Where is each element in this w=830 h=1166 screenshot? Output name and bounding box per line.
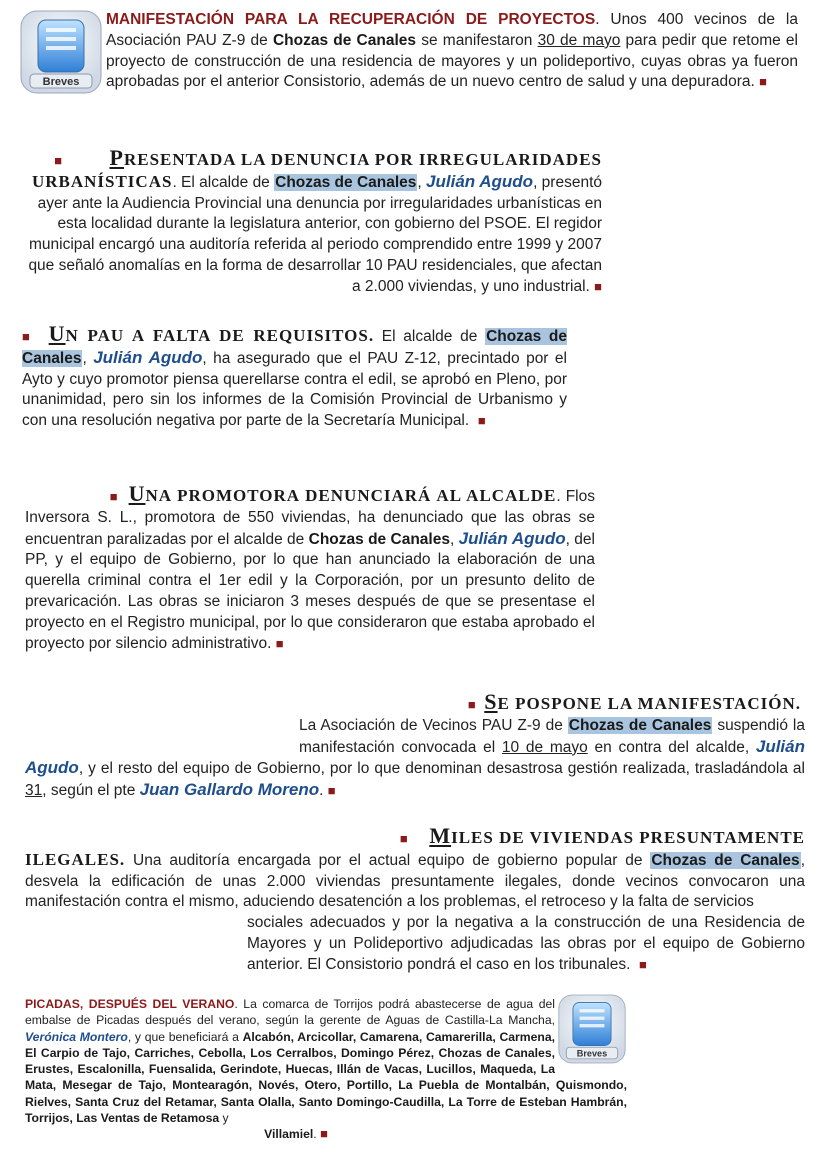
article-denuncia: ■ PRESENTADA LA DENUNCIA POR IRREGULARIDADES URBANÍSTICAS. El alcalde de Chozas de Canales, Julián Agudo, presentó ayer ante la Audiencia Provincial una denuncia por irregularidades urbanísticas en esta localidad durante la legislatura anterior, con gobierno del PSOE. El regidor municipal encargó una auditoría referida al periodo comprendido entre 1999 y 2007 que señaló anomalías en la forma de desarrollar 10 PAU residenciales, que afectan a 2.000 viviendas, y uno industrial. ■ (28, 145, 602, 295)
article-pau: ■ UN PAU A FALTA DE REQUISITOS. El alcalde de Chozas de Canales, Julián Agudo, ha asegurado que el PAU Z-12, precintado por el Ayto y cuyo promotor piensa querellarse contra el edil, se aprobó en Pleno, por unanimidad, pero sin los informes de la Comisión Provincial de Urbanismo y con una resolución negativa por parte de la Secretaría Municipal. ■ (22, 321, 567, 430)
article-pospone: ■ SE POSPONE LA MANIFESTACIÓN. La Asociación de Vecinos PAU Z-9 de Chozas de Canales suspendió la manifestación convocada el 10 de mayo en contra del alcalde, Julián Agudo, y el resto del equipo de Gobierno, por lo que denominan desastrosa gestión realizada, trasladándola al 31, según el pte Juan Gallardo Moreno. ■ (25, 689, 806, 800)
article-manifestacion: MANIFESTACIÓN PARA LA RECUPERACIÓN DE PROYECTOS. Unos 400 vecinos de la Asociación PAU Z-9 de Chozas de Canales se manifestaron 30 de mayo para pedir que retome el proyecto de construcción de una residencia de mayores y un polideportivo, cuyas obras ya fueron aprobadas por el anterior Consistorio, además de un nuevo centro de salud y una depuradora. ■ (106, 11, 798, 91)
end-bullet: ■ (594, 278, 602, 294)
end-bullet: ■ (477, 413, 486, 429)
article-title: MANIFESTACIÓN PARA LA RECUPERACIÓN DE PROYECTOS (106, 11, 596, 28)
person-name: Julián Agudo (458, 528, 566, 548)
person-name: Julián Agudo (426, 171, 534, 191)
person-name: Verónica Montero (25, 1029, 128, 1044)
place-name: Chozas de Canales (22, 328, 567, 367)
article-picadas: PICADAS, DESPUÉS DEL VERANO. La comarca de Torrijos podrá abastecerse de agua del embalse de Picadas después del verano, según la gerente de Aguas de Castilla-La Mancha, Verónica Montero, y que beneficiará a Alcabón, Arcicollar, Camarena, Camarerilla, Carmena, El Carpio de Tajo, Carriches, Cebolla, Los Cerralbos, Domingo Pérez, Chozas de Canales, Erustes, Escalonilla, Fuensalida, Gerindote, Huecas, Illán de Vacas, Lucillos, Maqueda, La Mata, Mesegar de Tajo, Montearagón, Novés, Otero, Portillo, La Puebla de Montalbán, Quismondo, Rielves, Santa Cruz del Retamar, Santa Olalla, Santo Domingo-Caudilla, La Torre de Esteban Hambrán, Torrijos, Las Ventas de Retamosa y Villamiel. ■ (25, 997, 627, 1142)
end-bullet: ■ (320, 1126, 328, 1142)
date: 30 de mayo (537, 31, 621, 49)
towns-list: Alcabón, Arcicollar, Camarena, Camarerilla, Carmena, El Carpio de Tajo, Carriches, Cebolla, Los Cerralbos, Domingo Pérez, Chozas de Canales, Erustes, Escalonilla, Fuensalida, Gerindote, Huecas, Illán de Vacas, Lucillos, Maqueda, La Mata, Mesegar de Tajo, Montearagón, Novés, Otero, Portillo, La Puebla de Montalbán, Quismondo, Rielves, Santa Cruz del Retamar, Santa Olalla, Santo Domingo-Caudilla, La Torre de Esteban Hambrán, Torrijos, Las Ventas de Retamosa (25, 1029, 627, 1126)
place-name: Chozas de Canales (651, 851, 800, 869)
article-promotora: ■ UNA PROMOTORA DENUNCIARÁ AL ALCALDE. Flos Inversora S. L., promotora de 550 viviendas, ha denunciado que las obras se encuentran paralizadas por el alcalde de Chozas de Canales, Julián Agudo, del PP, y el equipo de Gobierno, por lo que han anunciado la elaboración de una querella criminal contra el 1er edil y la Corporación, por un presunto delito de prevaricación. Las obras se iniciaron 3 meses después de que se presentase el proyecto en el Registro municipal, por lo que consideraron que estaba aprobado el proyecto por silencio administrativo. ■ (25, 481, 595, 652)
title-bullet: ■ (22, 329, 34, 344)
person-name-2: Juan Gallardo Moreno (139, 780, 320, 800)
article-title: PICADAS, DESPUÉS DEL VERANO (25, 997, 235, 1011)
article-miles: ■ MILES DE VIVIENDAS PRESUNTAMENTE ILEGALES. Una auditoría encargada por el actual equipo de gobierno popular de Chozas de Canales, desvela la edificación de unas 2.000 viviendas presuntamente ilegales, donde vecinos convocaron una manifestación contra el mismo, aduciendo desatención a los problemas, el retroceso y la falta de servicios sociales adecuados y por la negativa a la construcción de una Residencia de Mayores y un Polideportivo adjudicadas las obras por el equipo de Gobierno anterior. El Consistorio pondrá el caso en los tribunales. ■ (25, 823, 805, 973)
date-day: 31 (25, 782, 43, 800)
end-bullet: ■ (275, 635, 284, 651)
date: 10 de mayo (501, 738, 588, 756)
title-bullet: ■ (109, 489, 119, 504)
end-bullet: ■ (759, 74, 768, 90)
article-title: UN PAU A FALTA DE REQUISITOS. (48, 321, 375, 346)
place-name: Chozas de Canales (308, 530, 450, 548)
person-name: Julián Agudo (25, 736, 805, 778)
place-name: Chozas de Canales (568, 716, 712, 734)
article-title: SE POSPONE LA MANIFESTACIÓN. (484, 689, 801, 714)
title-bullet: ■ (54, 153, 63, 168)
article-title-2: ILEGALES. (25, 849, 126, 869)
article-title: PRESENTADA LA DENUNCIA POR IRREGULARIDADES URBANÍSTICAS (31, 145, 602, 191)
breves-logo-label: Breves (576, 1048, 608, 1059)
title-bullet: ■ (467, 697, 476, 712)
place-name: Chozas de Canales (272, 31, 417, 49)
place-name: Chozas de Canales (275, 173, 417, 191)
article-title: UNA PROMOTORA DENUNCIARÁ AL ALCALDE (128, 481, 557, 506)
person-name: Julián Agudo (93, 347, 203, 367)
last-town: Villamiel (264, 1127, 314, 1142)
title-bullet: ■ (399, 831, 408, 846)
end-bullet: ■ (327, 783, 336, 799)
article-title: MILES DE VIVIENDAS PRESUNTAMENTE (429, 823, 805, 848)
end-bullet: ■ (639, 956, 647, 972)
breves-logo-label: Breves (42, 76, 80, 88)
